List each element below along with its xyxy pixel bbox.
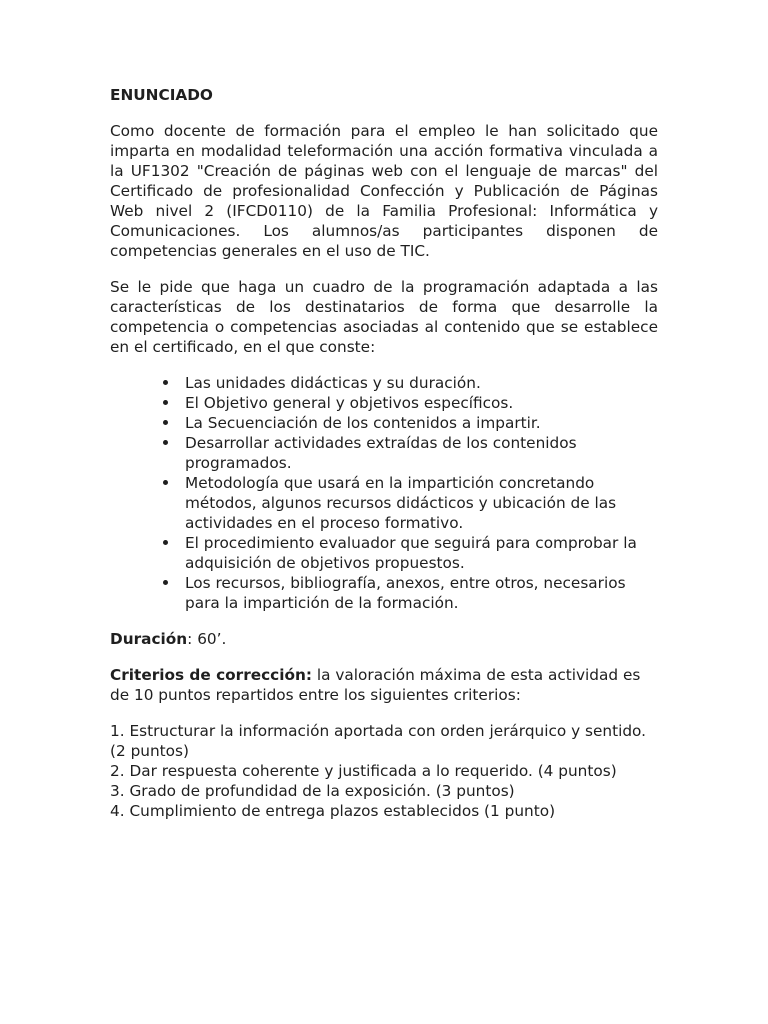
document-page [110, 85, 658, 821]
bullet-icon [163, 480, 168, 485]
bullet-icon [163, 420, 168, 425]
criteria-item: 3. Grado de profundidad de la exposición. (3 puntos) [110, 782, 515, 800]
duration-label: Duración [110, 630, 188, 648]
duration-line [110, 629, 658, 649]
list-item-text: Desarrollar actividades extraídas de los contenidos programados. [185, 434, 577, 472]
list-item [185, 393, 658, 413]
criteria-label: Criterios de corrección: [110, 666, 313, 684]
list-item-text: El procedimiento evaluador que seguirá para comprobar la adquisición de objetivos propuestos. [185, 534, 637, 572]
requirements-list [110, 373, 658, 613]
duration-value: : 60’. [187, 630, 227, 648]
intro-paragraph: Como docente de formación para el empleo le han solicitado que imparta en modalidad teleformación una acción formativa vinculada a la UF1302 "Creación de páginas web con el lenguaje de marcas" del Certificado de profesionalidad Confección y Publicación de Páginas Web nivel 2 (IFCD0110) de la Familia Profesional: Informática y Comunicaciones. Los alumnos/as participantes disponen de competencias generales en el uso de TIC. [110, 122, 658, 260]
list-item-text: Metodología que usará en la impartición concretando métodos, algunos recursos didácticos y ubicación de las actividades en el proceso formativo. [185, 474, 617, 532]
bullet-icon [163, 380, 168, 385]
list-item-text: El Objetivo general y objetivos específicos. [185, 394, 514, 412]
bullet-icon [163, 440, 168, 445]
list-item [185, 473, 658, 533]
list-item-text: La Secuenciación de los contenidos a impartir. [185, 414, 541, 432]
criteria-list [110, 721, 658, 821]
list-item [185, 373, 658, 393]
criteria-item: 1. Estructurar la información aportada con orden jerárquico y sentido. (2 puntos) [110, 722, 647, 760]
document-heading: ENUNCIADO [110, 86, 213, 104]
request-paragraph: Se le pide que haga un cuadro de la programación adaptada a las características de los destinatarios de forma que desarrolle la competencia o competencias asociadas al contenido que se establece en el certificado, en el que conste: [110, 278, 658, 356]
list-item-text: Los recursos, bibliografía, anexos, entre otros, necesarios para la impartición de la formación. [185, 574, 626, 612]
list-item-text: Las unidades didácticas y su duración. [185, 374, 481, 392]
criteria-item: 2. Dar respuesta coherente y justificada a lo requerido. (4 puntos) [110, 762, 617, 780]
criteria-item: 4. Cumplimiento de entrega plazos establecidos (1 punto) [110, 802, 556, 820]
criteria-paragraph [110, 665, 658, 705]
list-item [185, 413, 658, 433]
list-item [185, 573, 658, 613]
criteria-text: la valoración máxima de esta actividad es de 10 puntos repartidos entre los siguientes criterios: [110, 666, 641, 704]
bullet-icon [163, 400, 168, 405]
list-item [185, 533, 658, 573]
list-item [185, 433, 658, 473]
bullet-icon [163, 540, 168, 545]
bullet-icon [163, 580, 168, 585]
